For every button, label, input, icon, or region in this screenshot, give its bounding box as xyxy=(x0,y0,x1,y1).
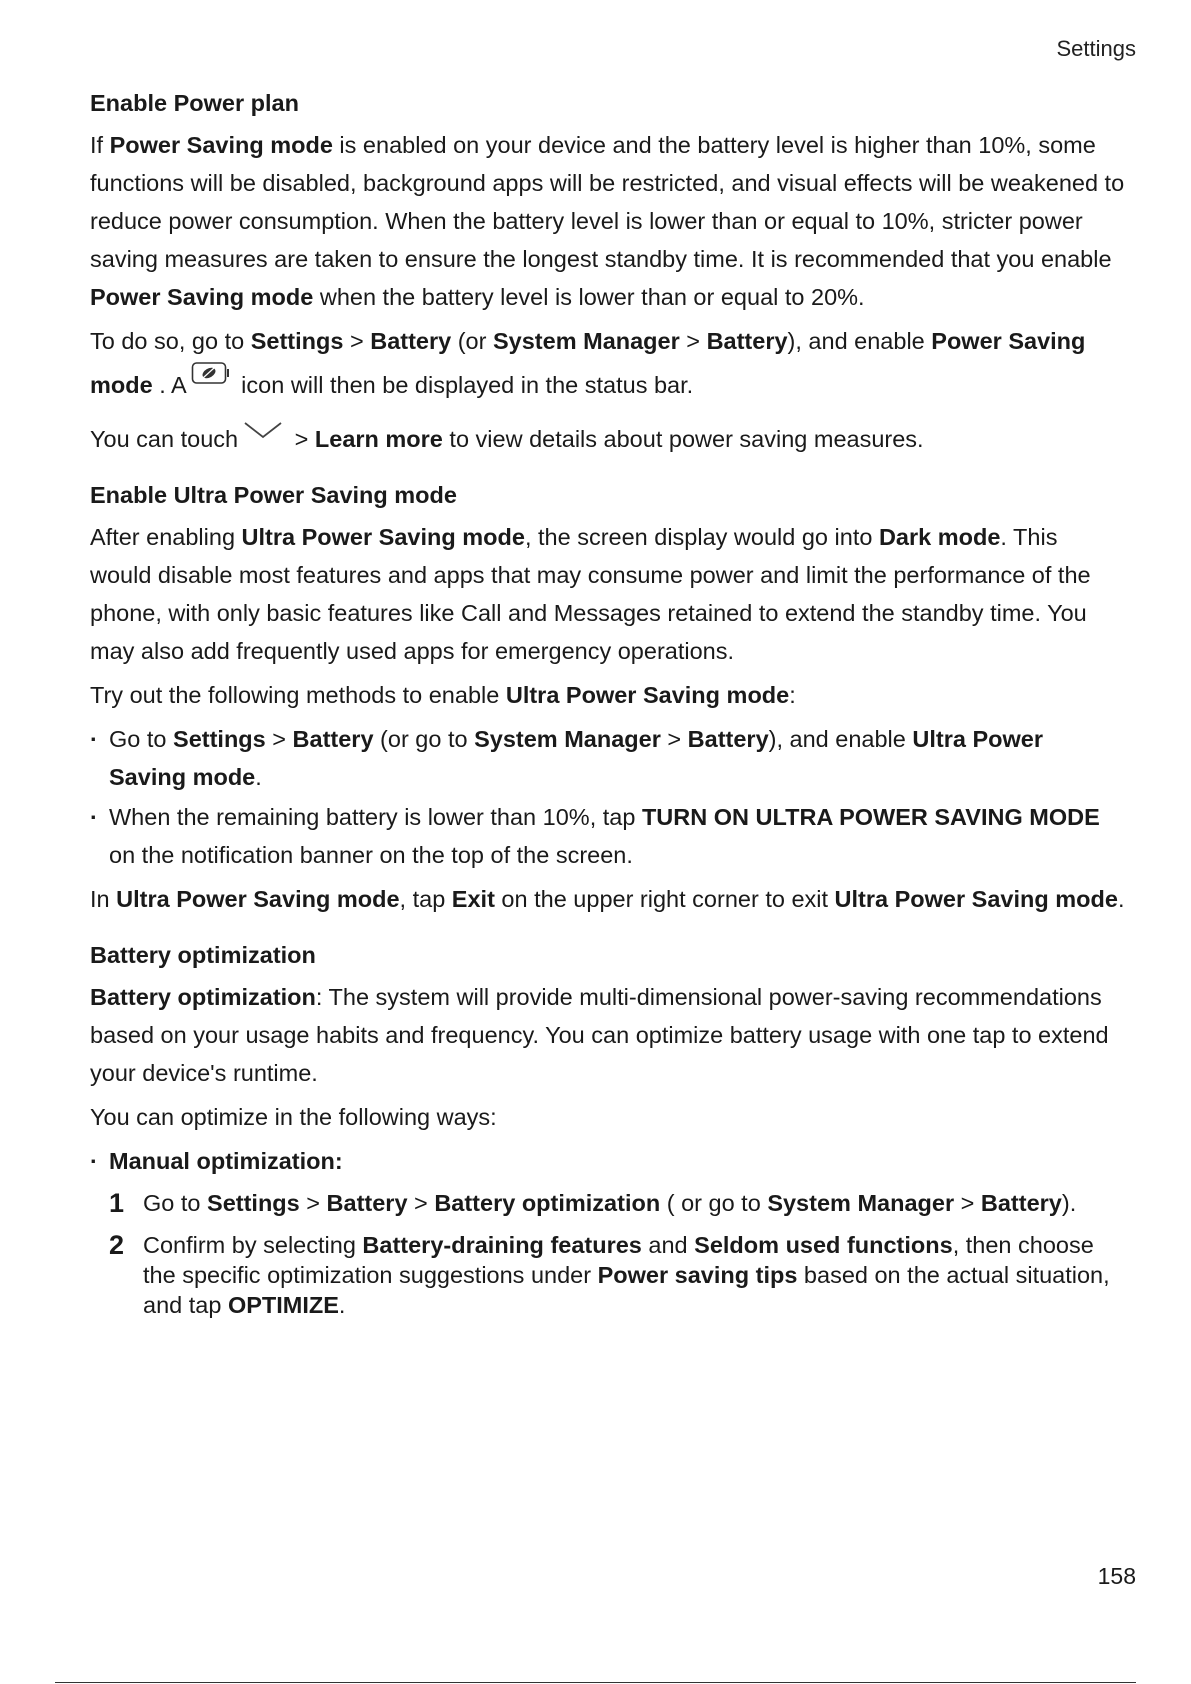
heading-enable-ultra-power-saving-mode: Enable Ultra Power Saving mode xyxy=(90,482,457,508)
heading-enable-power-plan: Enable Power plan xyxy=(90,90,299,116)
ultra-paragraph-1: After enabling Ultra Power Saving mode, the screen display would go into Dark mode. This would disable most features and apps that may consume power and limit the performance of the phone, with only basic features like Call and Messages retained to extend the standby time. You may also add frequently used apps for emergency operations. xyxy=(90,524,1091,664)
step-number: 1 xyxy=(109,1188,125,1218)
power-saving-battery-icon xyxy=(191,360,231,398)
optimization-paragraph-1: Battery optimization: The system will provide multi-dimensional power-saving recommendations based on your usage habits and frequency. You can optimize battery usage with one tap to extend your device's runtime. xyxy=(90,984,1109,1086)
document-body xyxy=(90,86,1125,1332)
heading-battery-optimization: Battery optimization xyxy=(90,942,316,968)
optimization-ways-list xyxy=(90,1142,1125,1180)
step-item: 2 Confirm by selecting Battery-draining features and Seldom used functions, then choose the specific optimization suggestions under Power saving tips based on the actual situation, and tap OPTIMIZE. xyxy=(109,1230,1110,1318)
page-number: 158 xyxy=(1097,1563,1136,1589)
footer-divider xyxy=(55,1682,1136,1683)
power-plan-paragraph-3: You can touch > Learn more to view details about power saving measures. xyxy=(90,414,1125,458)
step-number: 2 xyxy=(109,1230,125,1260)
manual-optimization-steps xyxy=(90,1188,1125,1320)
list-item: · Manual optimization: xyxy=(90,1142,1125,1180)
power-plan-paragraph-1: If Power Saving mode is enabled on your device and the battery level is higher than 10%, some functions will be disabled, background apps will be restricted, and visual effects will be weakened to reduce power consumption. When the battery level is lower than or equal to 10%, stricter power saving measures are taken to ensure the longest standby time. It is recommended that you enable Power Saving mode when the battery level is lower than or equal to 20%. xyxy=(90,132,1125,310)
power-plan-paragraph-2: To do so, go to Settings > Battery (or System Manager > Battery), and enable Power Saving mode . A icon will then be displayed in the status bar. xyxy=(90,328,1086,398)
list-item: · When the remaining battery is lower than 10%, tap TURN ON ULTRA POWER SAVING MODE on the notification banner on the top of the screen. xyxy=(90,798,1125,874)
list-item: · Go to Settings > Battery (or go to System Manager > Battery), and enable Ultra Power Saving mode. xyxy=(90,720,1125,796)
page-header-title: Settings xyxy=(1056,36,1136,61)
chevron-down-icon xyxy=(242,414,284,452)
optimization-paragraph-2: You can optimize in the following ways: xyxy=(90,1104,497,1130)
ultra-paragraph-3: In Ultra Power Saving mode, tap Exit on the upper right corner to exit Ultra Power Saving mode. xyxy=(90,886,1125,912)
step-item: 1 Go to Settings > Battery > Battery optimization ( or go to System Manager > Battery). xyxy=(109,1188,1077,1218)
ultra-paragraph-2: Try out the following methods to enable Ultra Power Saving mode: xyxy=(90,682,796,708)
ultra-methods-list xyxy=(90,720,1125,874)
